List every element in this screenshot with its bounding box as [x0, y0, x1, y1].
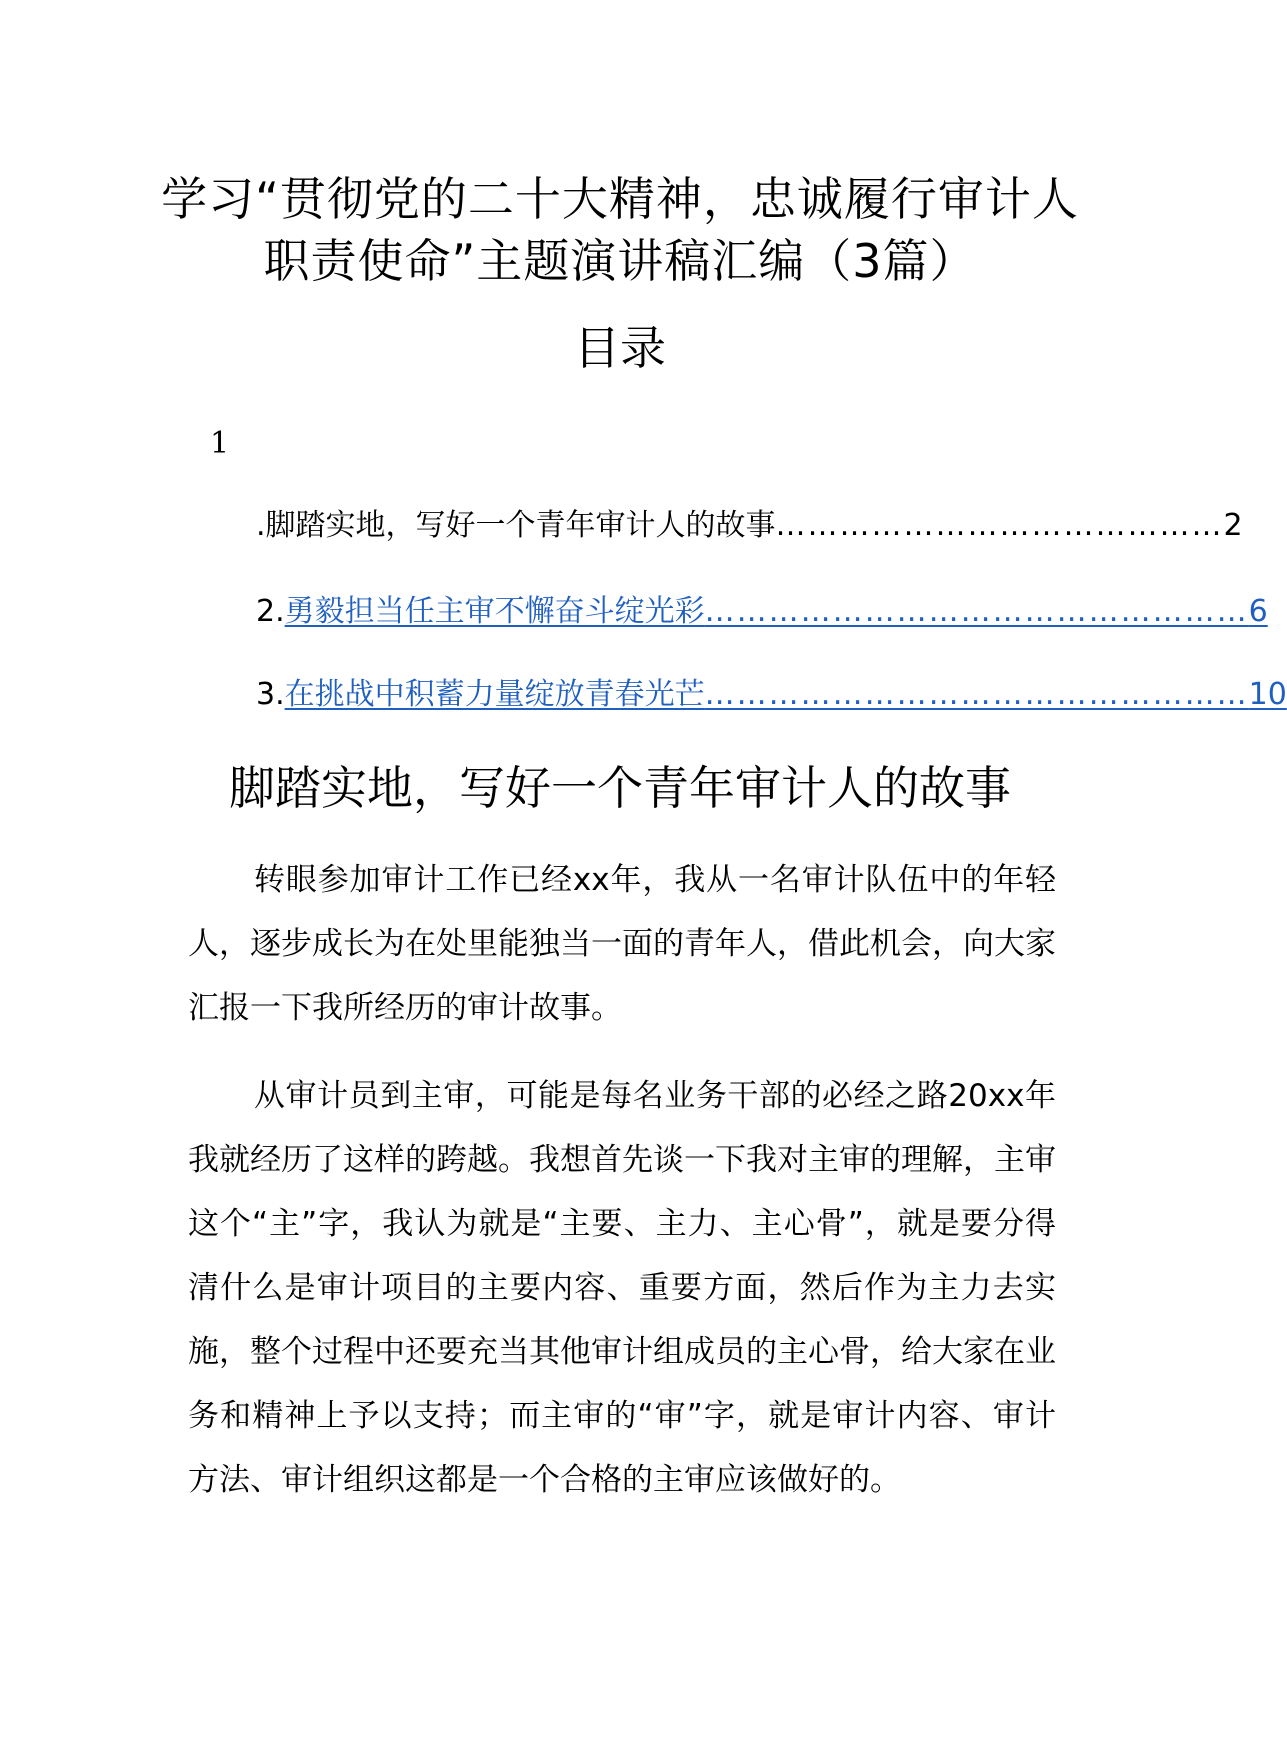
body-paragraph: 从审计员到主审，可能是每名业务干部的必经之路20xx年我就经历了这样的跨越。我想首先谈一下我对主审的理解，主审这个“主”字，我认为就是“主要、主力、主心骨”，就是要分得清什么是审计项目的主要内容、重要方面，然后作为主力去实施，整个过程中还要充当其他审计组成员的主心骨，给大家在业务和精神上予以支持；而主审的“审”字，就是审计内容、审计方法、审计组织这都是一个合格的主审应该做好的。: [188, 1078, 1056, 1498]
toc-entry-2[interactable]: [256, 589, 1268, 635]
toc-entry-3[interactable]: [256, 672, 1287, 718]
toc-entry-page: 2: [1223, 508, 1243, 543]
toc-entry-label[interactable]: 脚踏实地，写好一个青年审计人的故事: [265, 508, 776, 543]
toc-entry-link[interactable]: 在挑战中积蓄力量绽放青春光芒: [284, 677, 705, 712]
toc-heading: 目录: [574, 321, 666, 375]
toc-entry-number: 2.: [256, 594, 285, 629]
toc-entry-page[interactable]: 6: [1248, 594, 1268, 629]
section-heading: 脚踏实地，写好一个青年审计人的故事: [229, 761, 1011, 815]
document-title: 学习“贯彻党的二十大精神，忠诚履行审计人职责使命”主题演讲稿汇编（3篇）: [161, 172, 1079, 288]
toc-entry-1[interactable]: [256, 503, 1243, 549]
page-number-marker: 1: [210, 426, 230, 461]
toc-entry-link[interactable]: 勇毅担当任主审不懈奋斗绽光彩: [284, 594, 705, 629]
toc-leader-dots: ……………………………………: [775, 508, 1224, 543]
toc-leader-dots[interactable]: ……………………………………………: [704, 594, 1249, 629]
toc-entry-number: 3.: [256, 677, 285, 712]
toc-entry-page[interactable]: 10: [1248, 677, 1287, 712]
body-paragraph: 转眼参加审计工作已经xx年，我从一名审计队伍中的年轻人，逐步成长为在处里能独当一面的青年人，借此机会，向大家汇报一下我所经历的审计故事。: [188, 862, 1056, 1026]
toc-entry-number: .: [256, 508, 266, 543]
toc-leader-dots[interactable]: ……………………………………………: [704, 677, 1249, 712]
